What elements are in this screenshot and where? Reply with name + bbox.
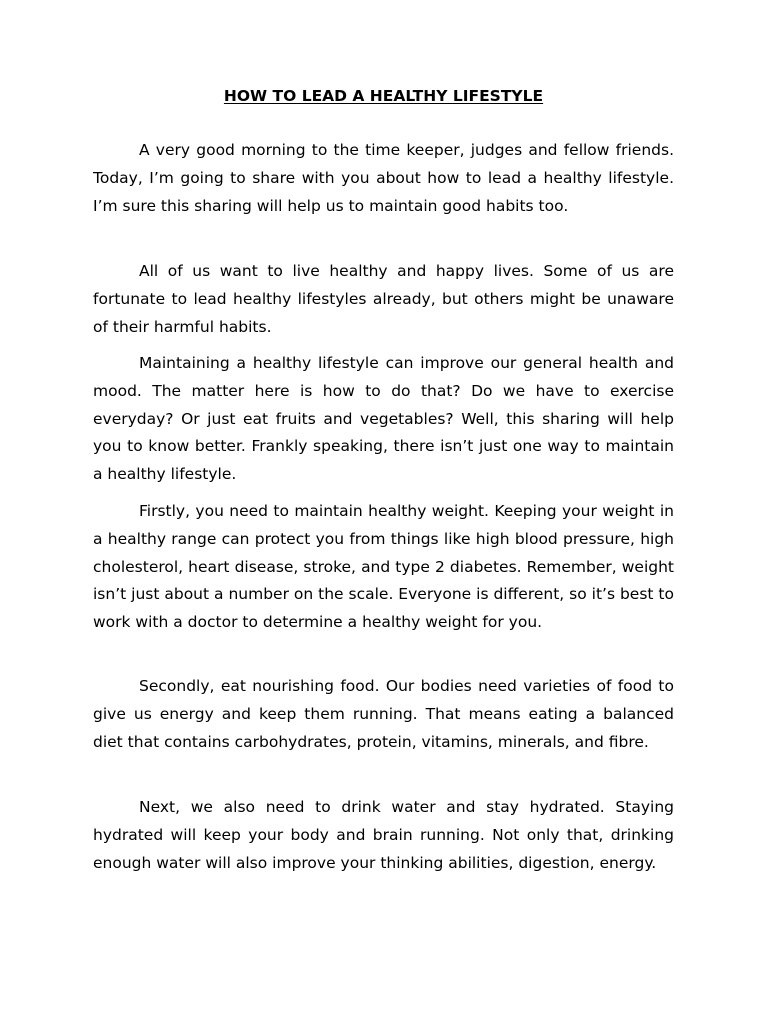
paragraph-hydration: Next, we also need to drink water and stay hydrated. Staying hydrated will keep your body and brain running. Not only that, drinking enough water will also improve your thinking abilities, digestion, energy. — [93, 798, 674, 872]
paragraph-overview: Maintaining a healthy lifestyle can improve our general health and mood. The matter here is how to do that? Do we have to exercise everyday? Or just eat fruits and vegetables? Well, this sharing will help you to know better. Frankly speaking, there isn’t just one way to maintain a healthy lifestyle. — [93, 354, 674, 484]
paragraph-nourishing-food: Secondly, eat nourishing food. Our bodies need varieties of food to give us energy and keep them running. That means eating a balanced diet that contains carbohydrates, protein, vitamins, minerals, and fibre. — [93, 677, 674, 751]
document-title: HOW TO LEAD A HEALTHY LIFESTYLE — [223, 87, 544, 105]
paragraph-introduction: All of us want to live healthy and happy lives. Some of us are fortunate to lead healthy lifestyles already, but others might be unaware of their harmful habits. — [93, 262, 674, 336]
paragraph-greeting: A very good morning to the time keeper, judges and fellow friends. Today, I’m going to share with you about how to lead a healthy lifestyle. I’m sure this sharing will help us to maintain good habits too. — [93, 141, 674, 215]
paragraph-healthy-weight: Firstly, you need to maintain healthy weight. Keeping your weight in a healthy range can protect you from things like high blood pressure, high cholesterol, heart disease, stroke, and type 2 diabetes. Remember, weight isn’t just about a number on the scale. Everyone is different, so it’s best to work with a doctor to determine a healthy weight for you. — [93, 502, 674, 632]
